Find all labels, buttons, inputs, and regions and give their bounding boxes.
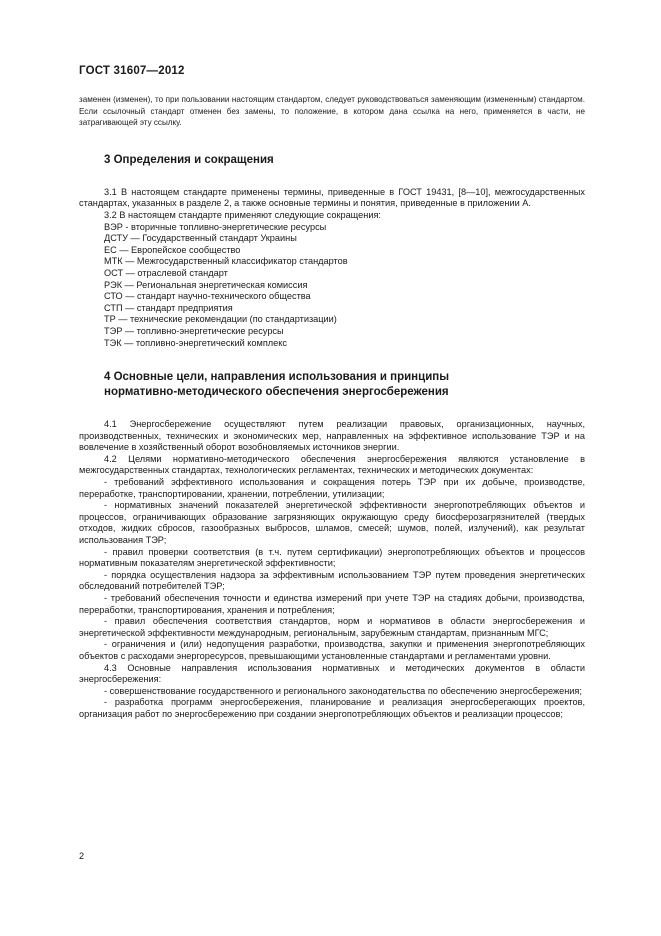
- abbreviation-item: МТК — Межгосударственный классификатор стандартов: [104, 256, 348, 267]
- list-item: - разработка программ энергосбережения, планирование и реализация энергосберегающих проектов, организация работ по энергосбережению при создании энергопотребляющих объектов и реализации процессов;: [79, 697, 585, 719]
- section-4-heading-line2: нормативно-методического обеспечения энергосбережения: [104, 386, 449, 399]
- intro-paragraph: заменен (изменен), то при пользовании настоящим стандартом, следует руководствоваться заменяющим (измененным) стандартом. Если ссылочный стандарт отменен без замены, то положение, в котором дана ссылка на него, применяется в части, не затрагивающей эту ссылку.: [79, 95, 585, 128]
- abbreviation-item: ОСТ — отраслевой стандарт: [104, 267, 228, 278]
- list-item: - порядка осуществления надзора за эффективным использованием ТЭР путем проведения энергетических обследований потребителей ТЭР;: [79, 569, 585, 592]
- abbreviation-item: ДСТУ — Государственный стандарт Украины: [104, 233, 297, 244]
- document-header: ГОСТ 31607—2012: [79, 65, 185, 77]
- list-item: - правил проверки соответствия (в т.ч. путем сертификации) энергопотребляющих объектов и процессов нормативным показателям энергетической эффективности;: [79, 546, 585, 569]
- paragraph-4-3: 4.3 Основные направления использования нормативных и методических документов в области энергосбережения:: [79, 662, 585, 685]
- page-number: 2: [79, 851, 85, 861]
- section-3-heading: 3 Определения и сокращения: [104, 153, 274, 166]
- abbreviation-item: РЭК — Региональная энергетическая комиссия: [104, 279, 308, 290]
- list-item: - совершенствование государственного и регионального законодательства по обеспечению энергосбережения;: [104, 685, 582, 696]
- abbreviation-item: ВЭР - вторичные топливно-энергетические ресурсы: [104, 221, 327, 232]
- abbreviation-list: [79, 222, 585, 350]
- abbreviation-item: ТР — технические рекомендации (по стандартизации): [104, 314, 337, 325]
- list-item: - правил обеспечения соответствия стандартов, норм и нормативов в области энергосбережения и энергетической эффективности международным, региональным, зарубежным стандартам, признанным МГС;: [79, 616, 585, 638]
- abbreviation-item: ТЭК — топливно-энергетический комплекс: [104, 337, 287, 348]
- paragraph-4-2: 4.2 Целями нормативно-методического обеспечения энергосбережения являются установление в межгосударственных стандартах, технологических регламентах, технических и методических документах:: [79, 453, 585, 476]
- paragraph-3-1: 3.1 В настоящем стандарте применены термины, приведенные в ГОСТ 19431, [8—10], межгосударственных стандартах, указанных в разделе 2, а также основные термины и понятия, приведенные в приложении А.: [79, 186, 585, 209]
- abbreviation-item: ЕС — Европейское сообщество: [104, 244, 241, 255]
- list-item: - требований эффективного использования и сокращения потерь ТЭР при их добыче, производстве, переработке, транспортировании, хранении, потреблении, утилизации;: [79, 477, 585, 499]
- abbreviation-item: СТП — стандарт предприятия: [104, 302, 233, 313]
- paragraph-3-2: 3.2 В настоящем стандарте применяют следующие сокращения:: [104, 209, 381, 220]
- list-item: - ограничения и (или) недопущения разработки, производства, закупки и применения энергопотребляющих объектов с расходами энергоресурсов, превышающими установленные стандартами и регламентами уровни.: [79, 639, 585, 661]
- section-4-heading-line1: 4 Основные цели, направления использования и принципы: [104, 371, 450, 384]
- abbreviation-item: СТО — стандарт научно-технического общества: [104, 291, 311, 302]
- abbreviation-item: ТЭР — топливно-энергетические ресурсы: [104, 325, 284, 336]
- section-4-heading: [104, 370, 585, 400]
- list-item: - требований обеспечения точности и единства измерений при учете ТЭР на стадиях добычи, производства, переработки, транспортирования, хранения и потребления;: [79, 593, 585, 615]
- paragraph-4-1: 4.1 Энергосбережение осуществляют путем реализации правовых, организационных, научных, производственных, технических и экономических мер, направленных на эффективное использование ТЭР и на вовлечение в хозяйственный оборот возобновляемых источников энергии.: [79, 419, 585, 453]
- list-item: - нормативных значений показателей энергетической эффективности энергопотребляющих объектов и процессов, ограничивающих образование загрязняющих окружающую среду биосферозагрязнителей (твердых отходов, жидких сбросов, газообразных выбросов, шламов, смесей; шумов, полей, излучений), как результат использования ТЭР;: [79, 500, 585, 546]
- page-content: [79, 94, 585, 721]
